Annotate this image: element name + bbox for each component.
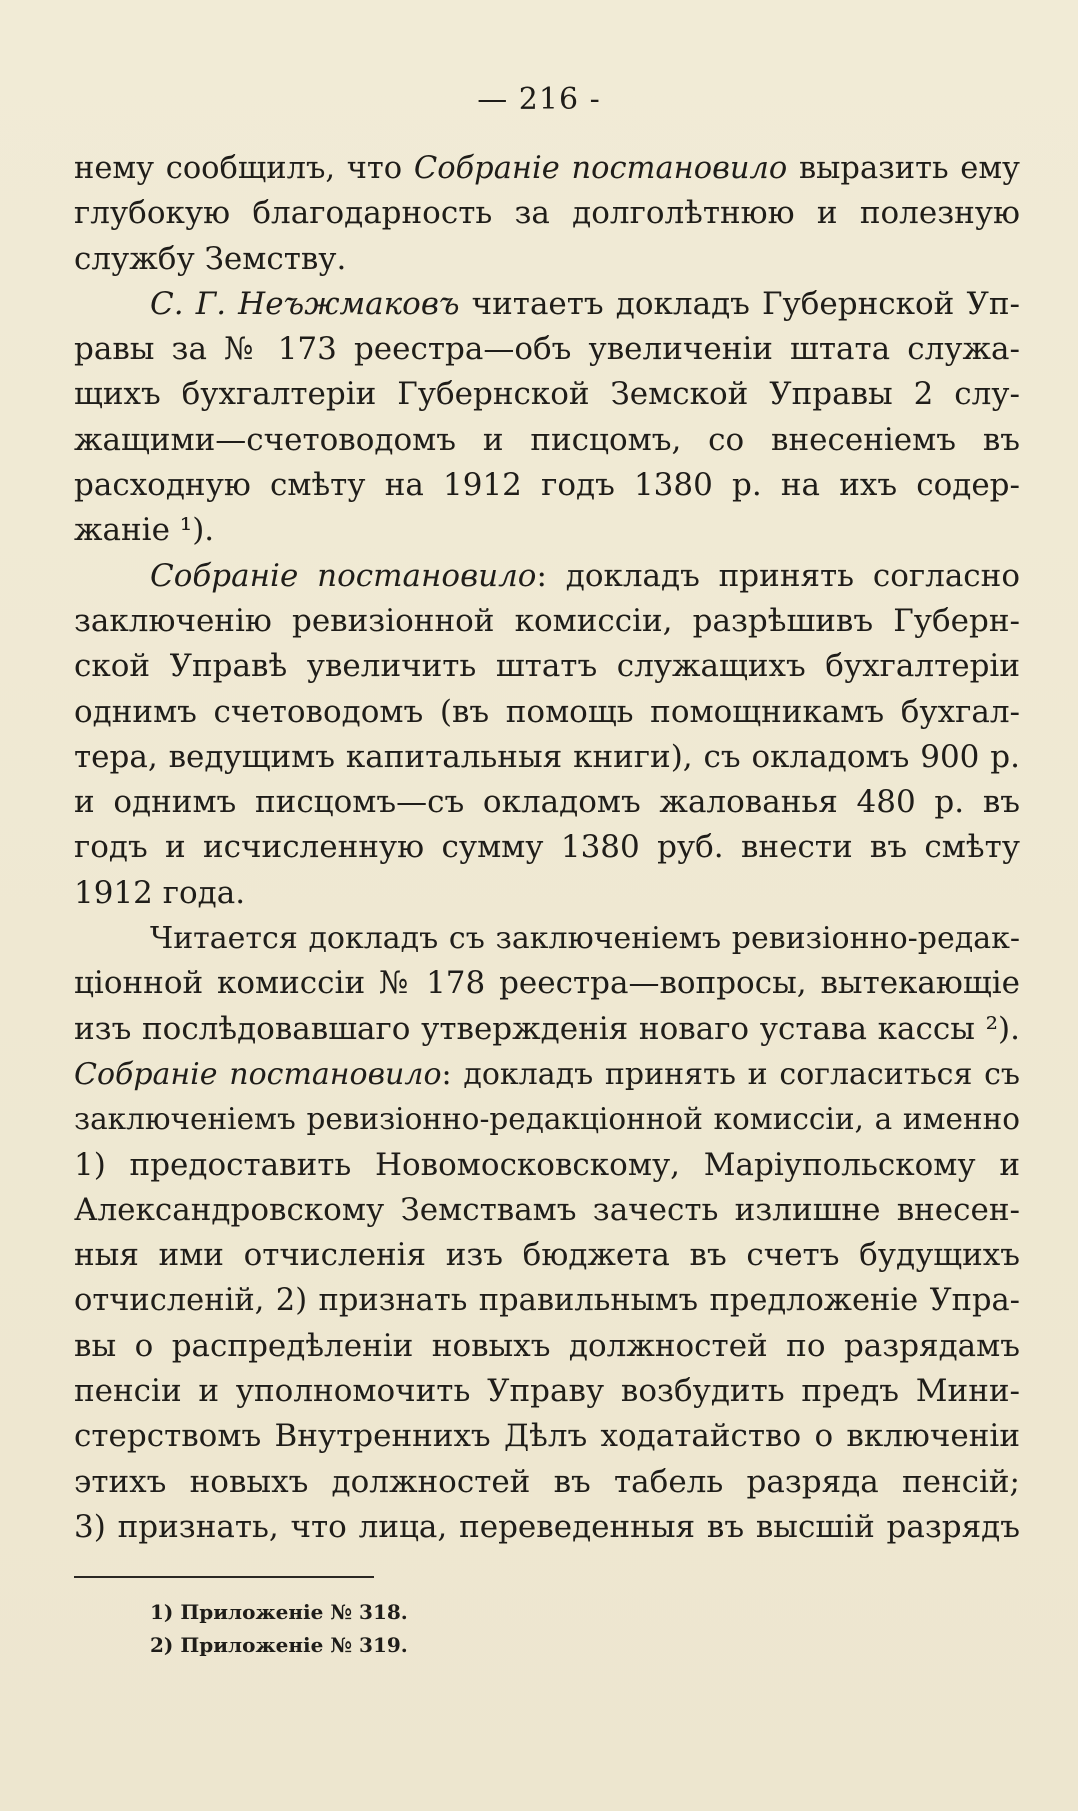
text-line: службу Земству. [74, 240, 347, 277]
text-line: Собраніе постановило: докладъ принять согласно [150, 557, 1020, 594]
text-line: заключенію ревизіонной комиссіи, разрѣшивъ Губерн- [74, 602, 1020, 639]
text-line: изъ послѣдовавшаго утвержденія новаго устава кассы ²). [74, 1010, 1020, 1047]
text-line: нему сообщилъ, что Собраніе постановило выразить ему [74, 151, 1020, 186]
text-line: жащими—счетоводомъ и писцомъ, со внесеніемъ въ [74, 421, 1020, 458]
text-line: однимъ счетоводомъ (въ помощь помощникамъ бухгал- [74, 693, 1020, 730]
text-line: ныя ими отчисленія изъ бюджета въ счетъ будущихъ [74, 1237, 1020, 1274]
text-line: годъ и исчисленную сумму 1380 руб. внести въ смѣту [74, 829, 1020, 866]
text-line: тера, ведущимъ капитальныя книги), съ окладомъ 900 р. [74, 738, 1020, 775]
text-line: глубокую благодарность за долголѣтнюю и полезную [74, 195, 1020, 232]
footnote: 1) Приложеніе № 318. [150, 1600, 408, 1624]
text-line: равы за № 173 реестра—объ увеличеніи штата служа- [74, 331, 1020, 368]
text-line: щихъ бухгалтеріи Губернской Земской Управы 2 слу- [74, 376, 1020, 413]
text-line: Читается докладъ съ заключеніемъ ревизіонно-редак- [150, 921, 1020, 957]
page-number: — 216 - [477, 82, 601, 117]
text-line: этихъ новыхъ должностей въ табель разряда пенсій; [74, 1463, 1020, 1500]
text-line: Александровскому Земствамъ зачесть излишне внесен- [74, 1191, 1020, 1228]
text-line: 1912 года. [74, 874, 246, 911]
text-line: 1) предоставить Новомосковскому, Маріупольскому и [74, 1146, 1020, 1183]
text-line: жаніе ¹). [74, 512, 215, 549]
text-line: 3) признать, что лица, переведенныя въ высшій разрядъ [74, 1508, 1020, 1545]
text-line: стерствомъ Внутреннихъ Дѣлъ ходатайство о включеніи [74, 1418, 1020, 1455]
footnotes [150, 1596, 750, 1662]
text-line: и однимъ писцомъ—съ окладомъ жалованья 480 р. въ [74, 784, 1020, 821]
text-line: отчисленій, 2) признать правильнымъ предложеніе Упра- [74, 1283, 1020, 1319]
text-line: заключеніемъ ревизіонно-редакціонной комиссіи, а именно [74, 1102, 1020, 1137]
text-line: расходную смѣту на 1912 годъ 1380 р. на ихъ содер- [74, 467, 1020, 504]
text-line: ціонной комиссіи № 178 реестра—вопросы, вытекающіе [74, 965, 1020, 1002]
footnote: 2) Приложеніе № 319. [150, 1633, 408, 1657]
footnote-divider [74, 1576, 374, 1578]
text-line: Собраніе постановило: докладъ принять и согласиться съ [74, 1056, 1020, 1092]
text-line: пенсіи и уполномочить Управу возбудить предъ Мини- [74, 1373, 1020, 1410]
body-text [74, 146, 1020, 1550]
text-line: С. Г. Неъжмаковъ читаетъ докладъ Губернской Уп- [150, 285, 1020, 322]
text-line: вы о распредѣленіи новыхъ должностей по разрядамъ [74, 1327, 1020, 1364]
text-line: ской Управѣ увеличить штатъ служащихъ бухгалтеріи [74, 648, 1020, 685]
